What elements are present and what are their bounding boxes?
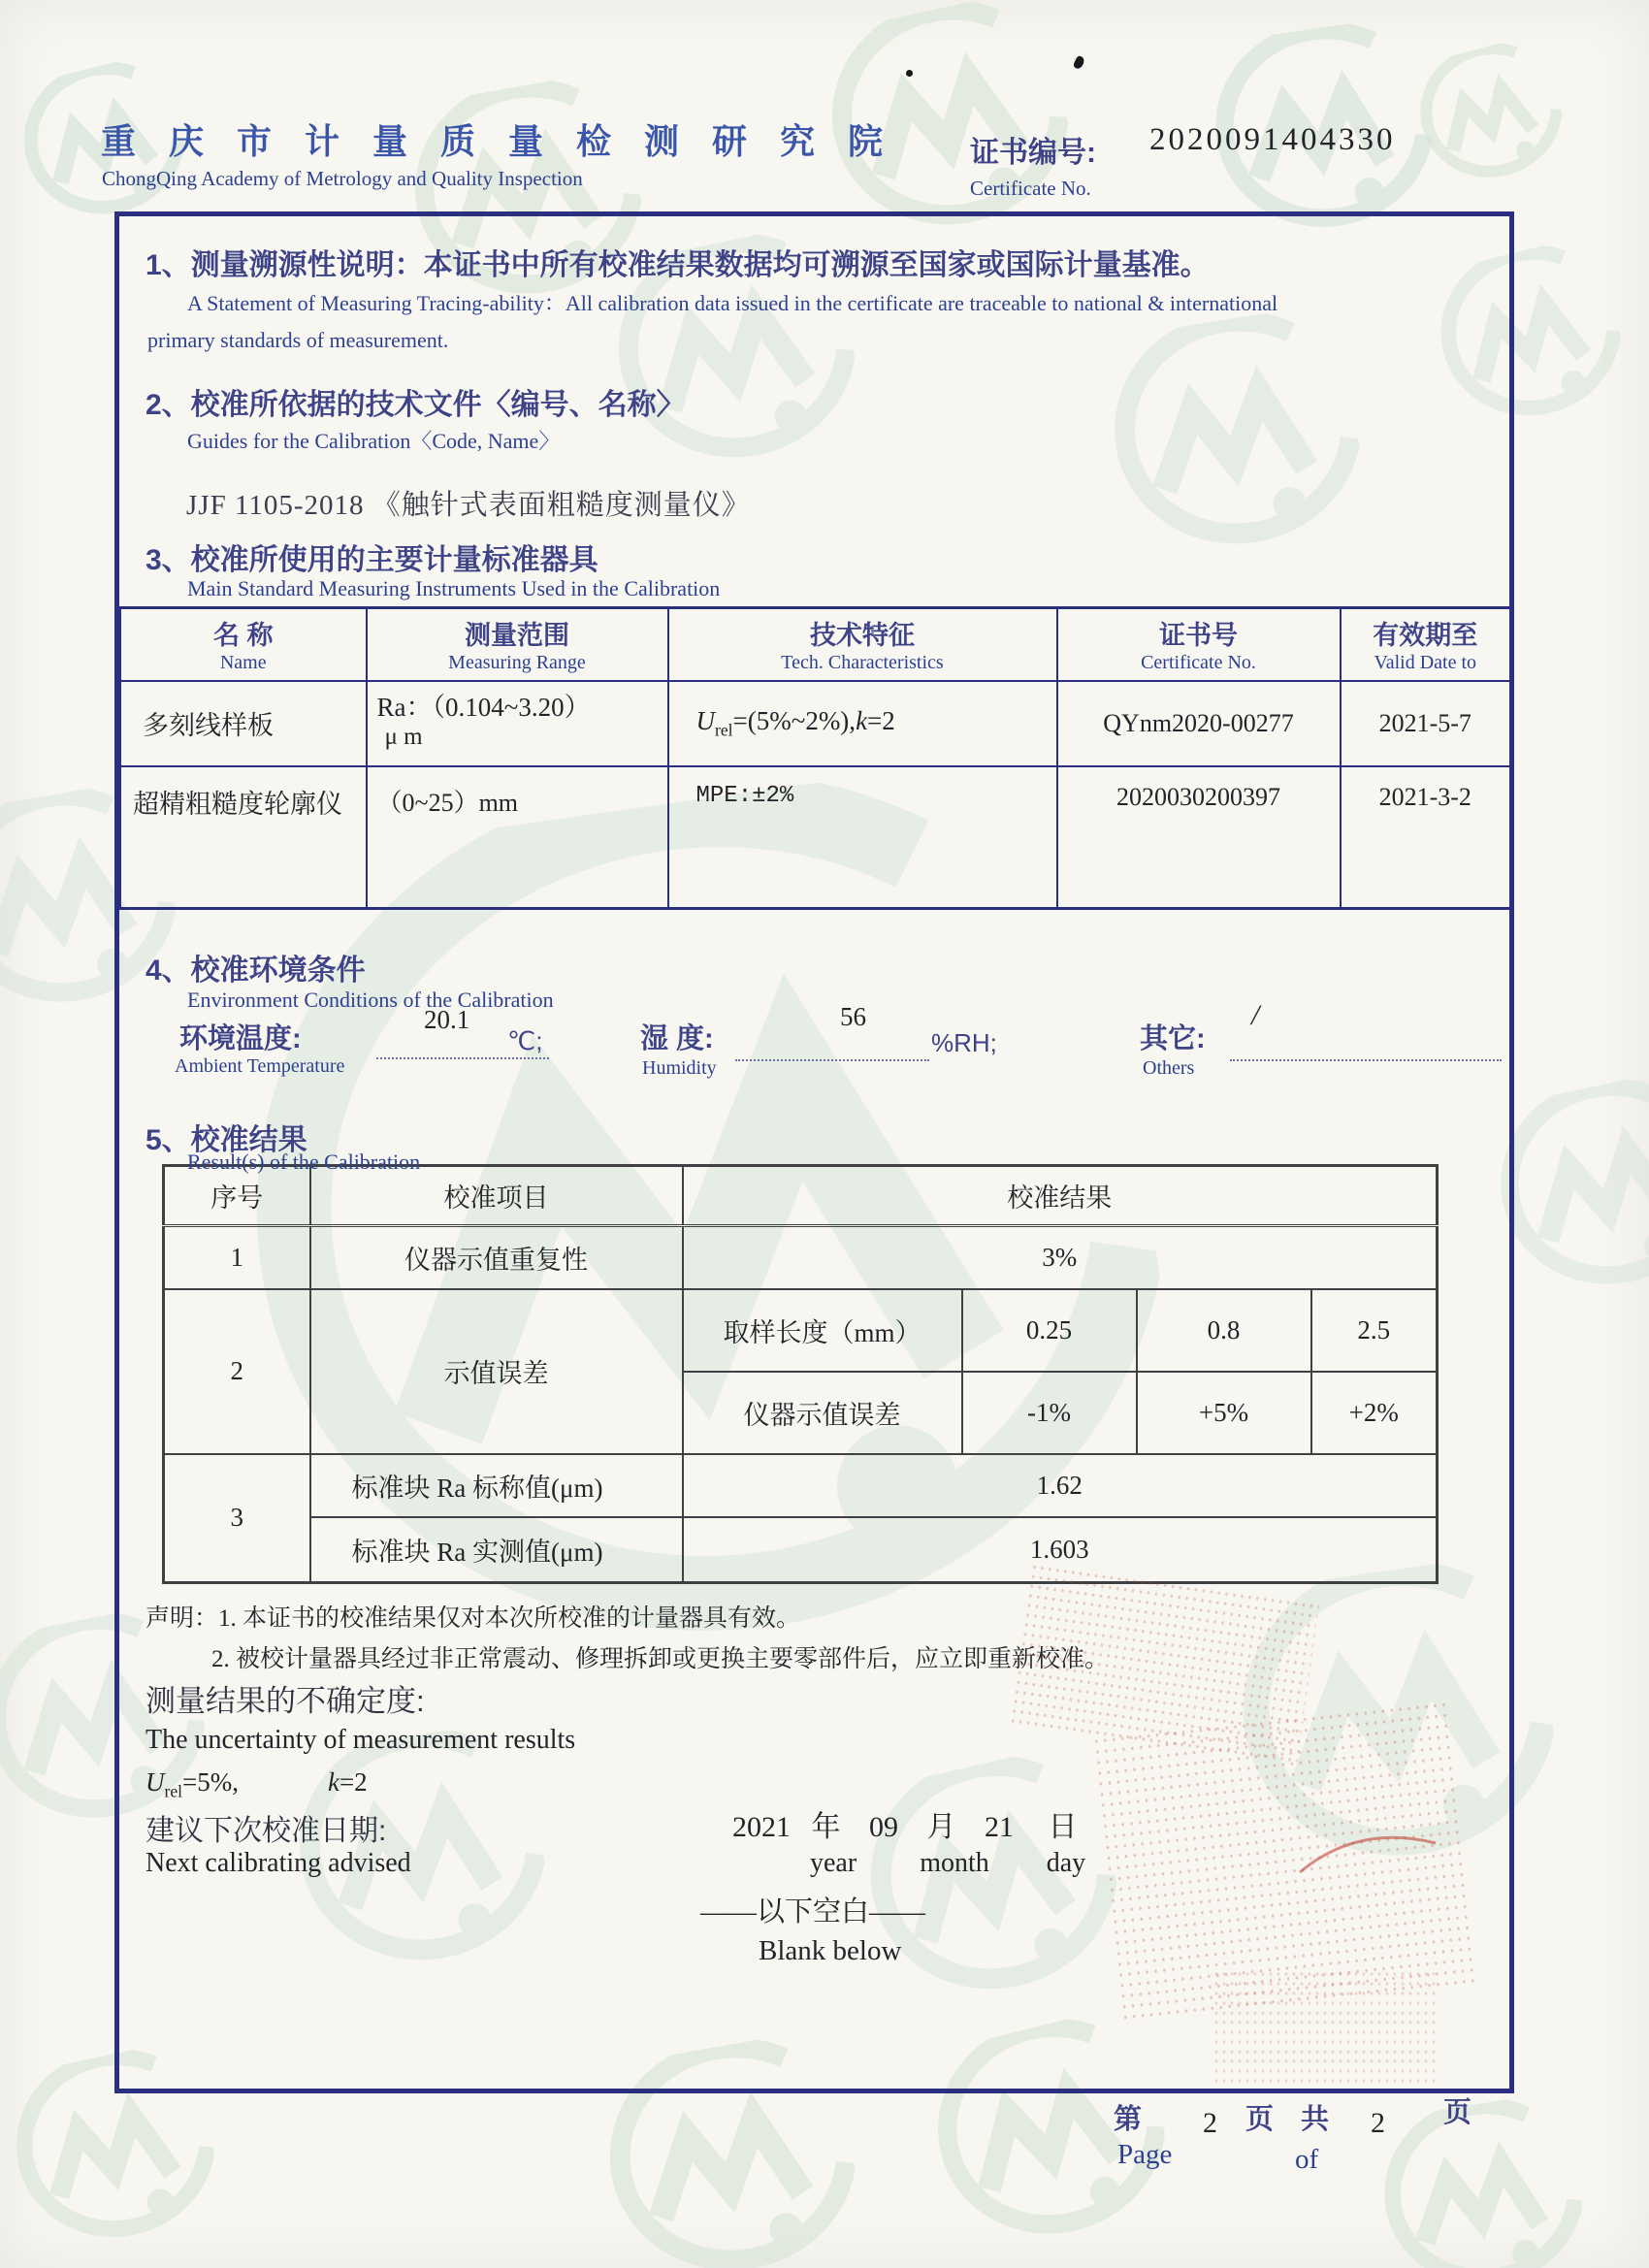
result-row-no: 2 xyxy=(164,1289,310,1454)
others-label-en: Others xyxy=(1143,1057,1195,1079)
col-header-range-cn: 测量范围 xyxy=(465,621,569,651)
instrument-valid-date: 2021-3-2 xyxy=(1378,782,1471,811)
section1-body-en-line2: primary standards of measurement. xyxy=(147,328,449,352)
section1-body-en-line1: A Statement of Measuring Tracing-ability：All calibration data issued in the certificate are traceable to national & international xyxy=(187,291,1278,315)
year-en: year xyxy=(810,1848,857,1878)
urel-sub: rel xyxy=(164,1781,182,1801)
footer-page-number: 2 xyxy=(1203,2107,1217,2139)
section2-heading-en: Guides for the Calibration〈Code, Name〉 xyxy=(187,429,561,453)
col-header-tech-cn: 技术特征 xyxy=(810,621,915,651)
indication-error-label: 仪器示值误差 xyxy=(683,1372,962,1454)
humidity-unit: %RH; xyxy=(931,1028,997,1057)
footer-ye: 页 xyxy=(1443,2097,1472,2128)
indication-error-value: +5% xyxy=(1137,1372,1311,1454)
others-label-cn: 其它: xyxy=(1140,1023,1206,1054)
col-header-range-en: Measuring Range xyxy=(448,652,586,674)
col-header-valid-cn: 有效期至 xyxy=(1373,621,1478,651)
standard-instruments-table xyxy=(118,606,1512,910)
others-underline xyxy=(1230,1059,1502,1061)
ambient-temp-unit: ℃; xyxy=(507,1026,543,1055)
sampling-length-value: 0.25 xyxy=(962,1289,1137,1372)
stamp-residue xyxy=(1212,1969,1436,2086)
next-date-month: 09 xyxy=(869,1811,898,1843)
instrument-cert-no: 2020030200397 xyxy=(1116,782,1280,811)
footer-of-en: of xyxy=(1295,2144,1319,2175)
result-row-no: 1 xyxy=(164,1226,310,1289)
humidity-value: 56 xyxy=(840,1002,866,1031)
k-symbol: k xyxy=(327,1767,340,1797)
ambient-temp-value: 20.1 xyxy=(424,1005,470,1034)
results-col-no: 序号 xyxy=(164,1166,310,1226)
results-col-result: 校准结果 xyxy=(683,1166,1438,1226)
result-row-value: 3% xyxy=(683,1226,1438,1289)
footer-di: 第 xyxy=(1114,2104,1143,2135)
uncertainty-heading-cn: 测量结果的不确定度: xyxy=(146,1684,425,1718)
others-value: / xyxy=(1251,999,1260,1031)
uncertainty-heading-en: The uncertainty of measurement results xyxy=(146,1725,576,1755)
result-row-item: 示值误差 xyxy=(310,1289,683,1454)
tech-u: U xyxy=(695,705,715,735)
section5-heading-en: Result(s) of the Calibration xyxy=(187,1150,421,1174)
sampling-length-label: 取样长度（mm） xyxy=(683,1289,962,1372)
scan-speck xyxy=(1073,55,1086,71)
tech-mid: =(5%~2%), xyxy=(732,705,857,735)
watermark-logo-icon xyxy=(1363,2090,1596,2268)
uncertainty-value xyxy=(146,1767,368,1801)
scan-speck xyxy=(906,70,913,77)
tech-end: =2 xyxy=(867,705,895,735)
declaration-line2: 2. 被校计量器具经过非正常震动、修理拆卸或更换主要零部件后，应立即重新校准。 xyxy=(211,1646,1110,1672)
tech-u-sub: rel xyxy=(715,720,733,740)
day-en: day xyxy=(1046,1848,1086,1878)
results-col-item: 校准项目 xyxy=(310,1166,683,1226)
certificate-no-label-cn: 证书编号: xyxy=(970,137,1096,169)
temp-underline xyxy=(376,1057,549,1059)
instrument-valid-date: 2021-5-7 xyxy=(1378,708,1471,737)
section3-heading: 3、校准所使用的主要计量标准器具 xyxy=(146,544,598,576)
blank-below-en: Blank below xyxy=(759,1935,902,1966)
next-date-value xyxy=(732,1802,1078,1845)
k-eq: =2 xyxy=(339,1767,368,1797)
section4-heading: 4、校准环境条件 xyxy=(146,955,366,987)
footer-total-number: 2 xyxy=(1371,2107,1385,2139)
sampling-length-value: 2.5 xyxy=(1311,1289,1438,1372)
measured-value: 1.603 xyxy=(683,1517,1438,1583)
section1-heading: 1、测量溯源性说明：本证书中所有校准结果数据均可溯源至国家或国际计量基准。 xyxy=(146,249,1210,281)
col-header-tech-en: Tech. Characteristics xyxy=(781,652,944,674)
instrument-name: 超精粗糙度轮廓仪 xyxy=(133,789,342,819)
calibration-results-table xyxy=(162,1164,1439,1584)
instrument-range-line1: Ra：（0.104~3.20） xyxy=(376,692,591,722)
footer-ye-gong: 页 共 xyxy=(1245,2104,1340,2135)
humidity-underline xyxy=(735,1059,929,1061)
humidity-label-en: Humidity xyxy=(642,1057,717,1079)
next-date-day-cn: 日 xyxy=(1048,1811,1078,1843)
section3-heading-en: Main Standard Measuring Instruments Used in the Calibration xyxy=(187,576,721,600)
col-header-valid-en: Valid Date to xyxy=(1374,652,1477,674)
col-header-cert-en: Certificate No. xyxy=(1141,652,1256,674)
next-date-day: 21 xyxy=(985,1811,1014,1843)
calibration-guide-reference: JJF 1105-2018 《触针式表面粗糙度测量仪》 xyxy=(186,490,751,521)
org-title-en: ChongQing Academy of Metrology and Quality Inspection xyxy=(102,167,583,190)
instrument-tech xyxy=(695,705,895,740)
instrument-tech: MPE:±2% xyxy=(695,782,794,809)
tech-k: k xyxy=(856,705,868,735)
next-date-month-cn: 月 xyxy=(926,1811,956,1843)
nominal-value-label: 标准块 Ra 标称值(μm) xyxy=(310,1454,683,1517)
next-date-units-en xyxy=(810,1848,1085,1879)
indication-error-value: -1% xyxy=(962,1372,1137,1454)
month-en: month xyxy=(920,1848,989,1878)
next-date-label-en: Next calibrating advised xyxy=(146,1848,411,1878)
col-header-name-cn: 名 称 xyxy=(212,621,274,651)
certificate-no-label-en: Certificate No. xyxy=(970,177,1091,200)
measured-value-label: 标准块 Ra 实测值(μm) xyxy=(310,1517,683,1583)
instrument-name: 多刻线样板 xyxy=(143,711,274,740)
section2-heading: 2、校准所依据的技术文件〈编号、名称〉 xyxy=(146,389,686,421)
section4-heading-en: Environment Conditions of the Calibration xyxy=(187,988,554,1012)
col-header-name-en: Name xyxy=(219,652,267,674)
blank-below-cn: ——以下空白—— xyxy=(700,1896,926,1928)
indication-error-value: +2% xyxy=(1311,1372,1438,1454)
section5-heading: 5、校准结果 xyxy=(146,1124,307,1156)
ambient-temp-label-cn: 环境温度: xyxy=(179,1023,302,1054)
org-title-cn: 重 庆 市 计 量 质 量 检 测 研 究 院 xyxy=(101,121,895,161)
next-date-year-cn: 年 xyxy=(811,1811,841,1843)
next-date-year: 2021 xyxy=(732,1811,791,1843)
urel-symbol: U xyxy=(146,1767,165,1797)
certificate-number: 2020091404330 xyxy=(1149,122,1396,157)
instrument-range: （0~25）mm xyxy=(376,788,519,817)
instrument-cert-no: QYnm2020-00277 xyxy=(1103,708,1294,737)
urel-eq: =5%, xyxy=(182,1767,239,1797)
col-header-cert-cn: 证书号 xyxy=(1159,621,1238,651)
humidity-label-cn: 湿 度: xyxy=(640,1023,714,1054)
ambient-temp-label-en: Ambient Temperature xyxy=(175,1055,345,1077)
nominal-value: 1.62 xyxy=(683,1454,1438,1517)
result-row-no: 3 xyxy=(164,1454,310,1583)
result-row-item: 仪器示值重复性 xyxy=(310,1226,683,1289)
instrument-range-line2: μ m xyxy=(384,723,423,750)
sampling-length-value: 0.8 xyxy=(1137,1289,1311,1372)
declaration-line1: 声明：1. 本证书的校准结果仅对本次所校准的计量器具有效。 xyxy=(146,1605,801,1632)
stamp-stroke xyxy=(1290,1814,1445,1901)
footer-page-en: Page xyxy=(1117,2139,1173,2170)
next-date-label-cn: 建议下次校准日期: xyxy=(146,1815,387,1847)
